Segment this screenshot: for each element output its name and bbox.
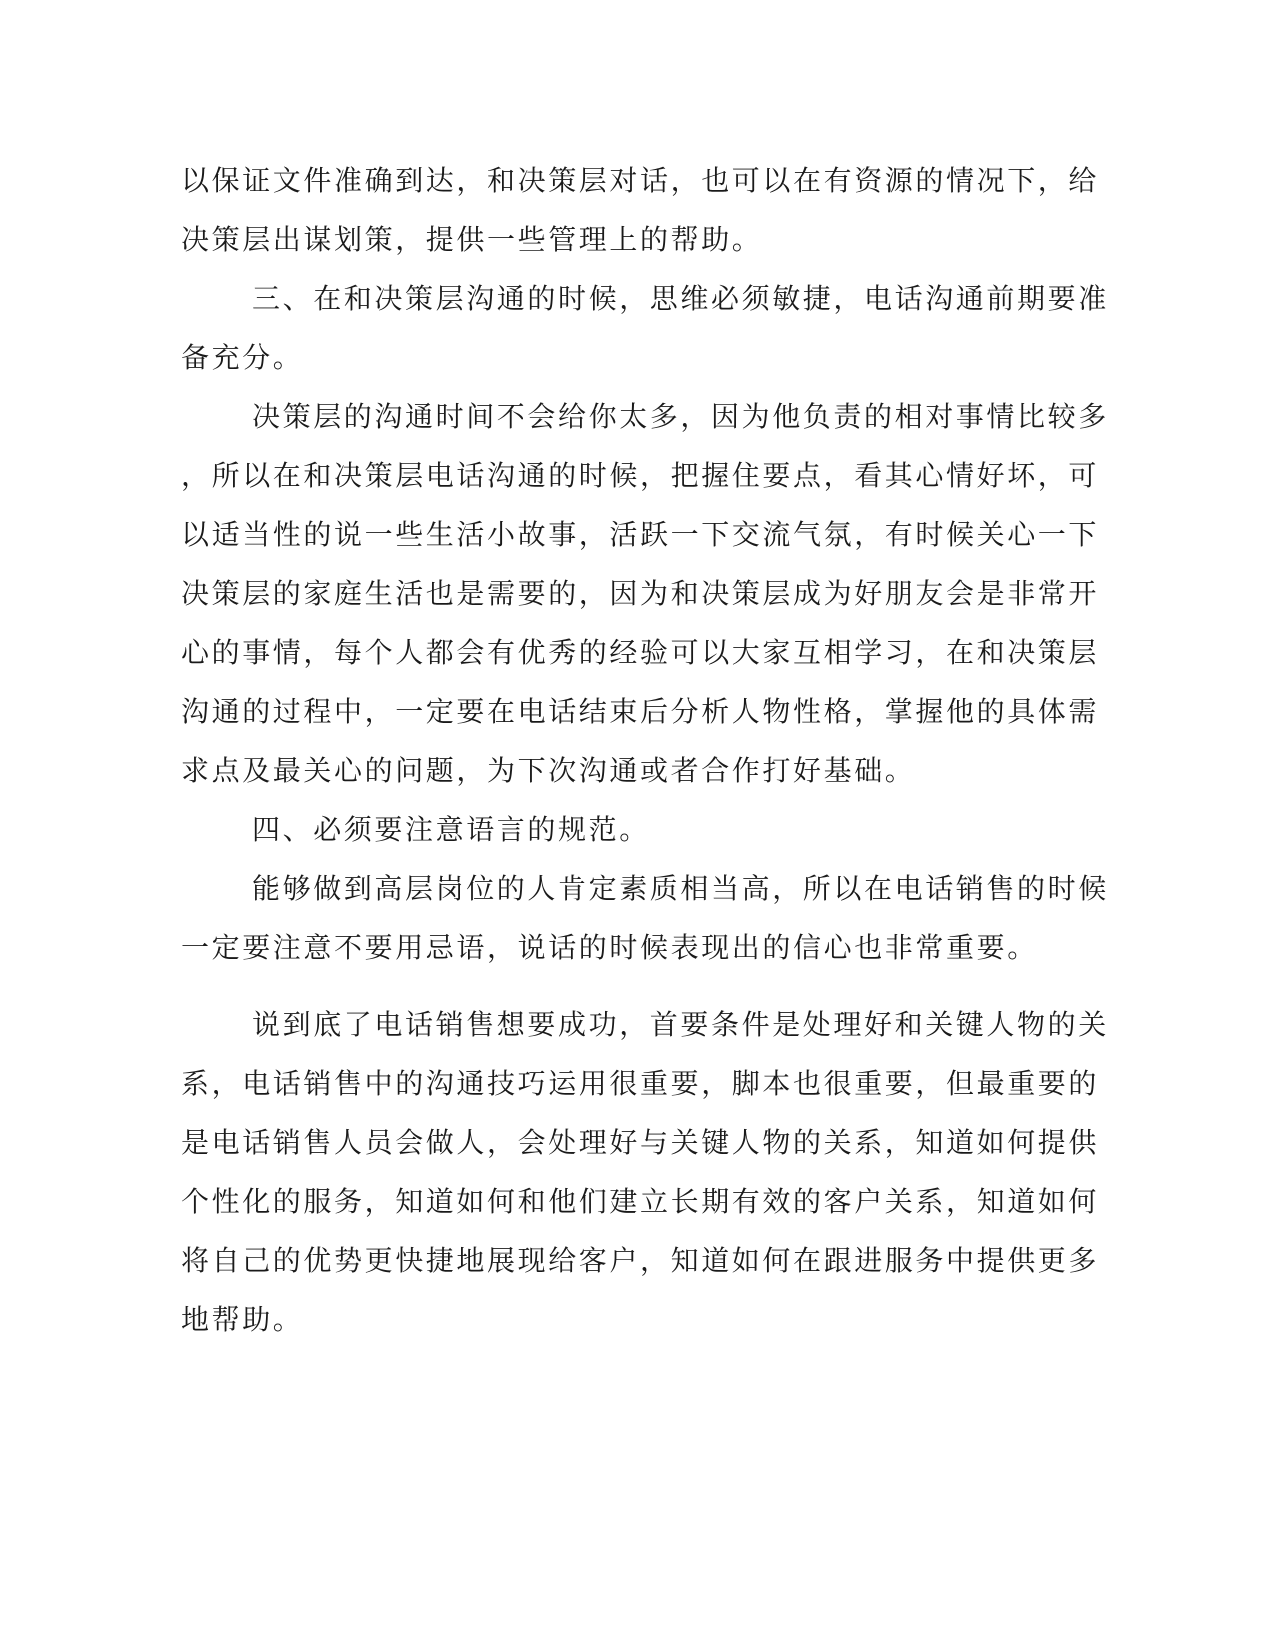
- text-line: 地帮助。: [181, 1303, 304, 1336]
- paragraph-start: 说到底了电话销售想要成功，首要条件是处理好和关键人物的关: [252, 1008, 1109, 1041]
- text-line: 以适当性的说一些生活小故事，活跃一下交流气氛，有时候关心一下: [181, 518, 1100, 551]
- text-line: 一定要注意不要用忌语，说话的时候表现出的信心也非常重要。: [181, 931, 1038, 964]
- paragraph-start: 能够做到高层岗位的人肯定素质相当高，所以在电话销售的时候: [252, 872, 1109, 905]
- text-line: 求点及最关心的问题，为下次沟通或者合作打好基础。: [181, 754, 916, 787]
- text-line: 备充分。: [181, 341, 304, 374]
- text-line: 是电话销售人员会做人，会处理好与关键人物的关系，知道如何提供: [181, 1126, 1100, 1159]
- text-line: ，所以在和决策层电话沟通的时候，把握住要点，看其心情好坏，可: [181, 459, 1100, 492]
- text-line: 决策层出谋划策，提供一些管理上的帮助。: [181, 223, 763, 256]
- text-line: 决策层的家庭生活也是需要的，因为和决策层成为好朋友会是非常开: [181, 577, 1100, 610]
- section-heading-4: 四、必须要注意语言的规范。: [252, 813, 650, 846]
- section-heading-3: 三、在和决策层沟通的时候，思维必须敏捷，电话沟通前期要准: [252, 282, 1109, 315]
- text-line: 系，电话销售中的沟通技巧运用很重要，脚本也很重要，但最重要的: [181, 1067, 1100, 1100]
- paragraph-start: 决策层的沟通时间不会给你太多，因为他负责的相对事情比较多: [252, 400, 1109, 433]
- text-line: 以保证文件准确到达，和决策层对话，也可以在有资源的情况下，给: [181, 164, 1100, 197]
- text-line: 心的事情，每个人都会有优秀的经验可以大家互相学习，在和决策层: [181, 636, 1100, 669]
- text-line: 将自己的优势更快捷地展现给客户，知道如何在跟进服务中提供更多: [181, 1244, 1100, 1277]
- text-line: 沟通的过程中，一定要在电话结束后分析人物性格，掌握他的具体需: [181, 695, 1100, 728]
- text-line: 个性化的服务，知道如何和他们建立长期有效的客户关系，知道如何: [181, 1185, 1100, 1218]
